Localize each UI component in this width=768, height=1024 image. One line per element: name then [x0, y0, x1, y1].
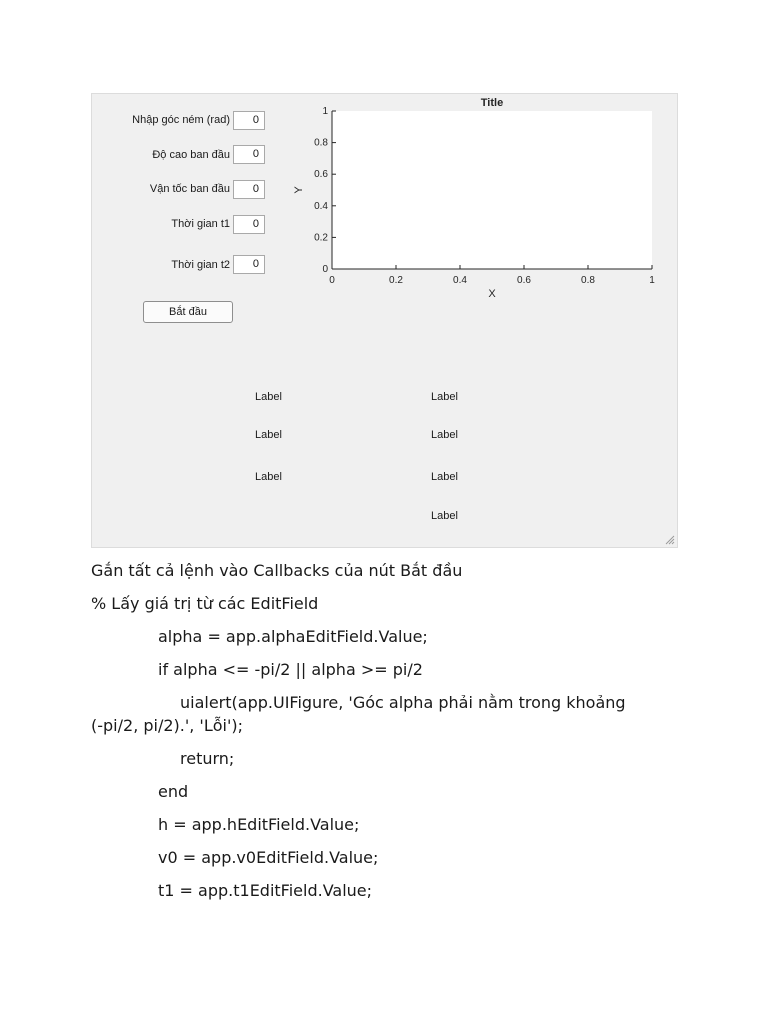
- velocity-label: Vận tốc ban đầu: [149, 183, 230, 195]
- resize-grip-icon[interactable]: [665, 535, 675, 545]
- x-tick-label: 0.4: [453, 275, 467, 286]
- y-tick-label: 0.6: [314, 169, 328, 181]
- code-line: return;: [180, 749, 235, 768]
- height-field[interactable]: 0: [233, 145, 265, 164]
- t2-field[interactable]: 0: [233, 255, 265, 274]
- y-tick-label: 0.4: [314, 200, 328, 212]
- plot-title: Title: [480, 97, 504, 109]
- result-label: Label: [431, 471, 458, 483]
- angle-label: Nhập góc ném (rad): [132, 114, 230, 126]
- result-label: Label: [255, 391, 282, 403]
- code-line: uialert(app.UIFigure, 'Góc alpha phải nằm trong khoảng: [180, 693, 626, 712]
- y-tick-label: 0.8: [314, 137, 328, 149]
- result-label: Label: [431, 510, 458, 522]
- result-label: Label: [431, 429, 458, 441]
- t2-label: Thời gian t2: [171, 259, 230, 271]
- y-tick-label: 1: [322, 106, 328, 117]
- x-axis-label: X: [488, 288, 496, 300]
- code-line: t1 = app.t1EditField.Value;: [158, 881, 373, 900]
- x-tick-label: 0: [329, 275, 335, 286]
- code-line: h = app.hEditField.Value;: [158, 815, 360, 834]
- y-tick-label: 0.2: [314, 232, 328, 244]
- x-tick-label: 1: [649, 275, 655, 286]
- angle-field[interactable]: 0: [233, 111, 265, 130]
- code-comment: % Lấy giá trị từ các EditField: [91, 594, 319, 613]
- x-tick-label: 0.6: [517, 275, 531, 286]
- result-label: Label: [255, 471, 282, 483]
- code-line: (-pi/2, pi/2).', 'Lỗi');: [91, 716, 244, 735]
- plot-area: [292, 94, 677, 309]
- doc-heading: Gắn tất cả lệnh vào Callbacks của nút Bắt đầu: [91, 561, 463, 580]
- plot-background: [332, 111, 652, 269]
- code-line: alpha = app.alphaEditField.Value;: [158, 627, 428, 646]
- app-window: [91, 93, 678, 548]
- axes-panel: [292, 94, 677, 312]
- y-axis-label: Y: [293, 186, 305, 194]
- t1-label: Thời gian t1: [171, 218, 230, 230]
- height-label: Độ cao ban đầu: [152, 149, 230, 161]
- result-label: Label: [255, 429, 282, 441]
- code-line: if alpha <= -pi/2 || alpha >= pi/2: [158, 660, 423, 679]
- code-line: end: [158, 782, 189, 801]
- result-label: Label: [431, 391, 458, 403]
- velocity-field[interactable]: 0: [233, 180, 265, 199]
- code-line: v0 = app.v0EditField.Value;: [158, 848, 379, 867]
- start-button[interactable]: Bắt đầu: [143, 301, 233, 323]
- t1-field[interactable]: 0: [233, 215, 265, 234]
- x-tick-label: 0.2: [389, 275, 403, 286]
- y-tick-label: 0: [322, 264, 328, 275]
- x-tick-label: 0.8: [581, 275, 595, 286]
